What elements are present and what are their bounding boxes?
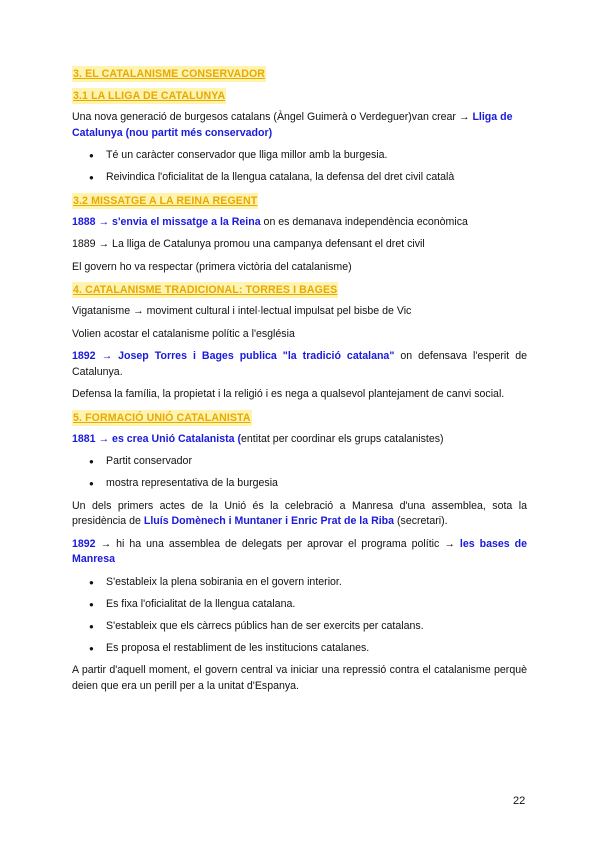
heading-5: 5. FORMACIÓ UNIÓ CATALANISTA [73, 411, 251, 424]
text: entitat per coordinar els grups catalanistes) [241, 432, 444, 445]
list-item: ● S'estableix que els càrrecs públics han de ser exercits per catalans. [72, 619, 527, 635]
page-content [72, 66, 527, 701]
paragraph-lliga [72, 110, 527, 141]
bullet-list-unio [72, 454, 527, 492]
bullet-list-bases [72, 575, 527, 657]
paragraph-vigatanisme: Vigatanisme → moviment cultural i intel·lectual impulsat pel bisbe de Vic [72, 305, 412, 317]
text: on es demanava independència econòmica [260, 215, 468, 228]
paragraph-1889: 1889 → La lliga de Catalunya promou una campanya defensant el dret civil [72, 238, 425, 250]
list-item: ● Partit conservador [72, 454, 527, 470]
list-item: ● Es proposa el restabliment de les institucions catalanes. [72, 641, 527, 657]
list-item: ● S'estableix la plena sobirania en el govern interior. [72, 575, 527, 591]
highlight-text: les bases de Manresa [72, 537, 527, 565]
page-number: 22 [513, 795, 526, 807]
highlight-text: 1888 → s'envia el missatge a la Reina [72, 215, 261, 228]
text: → hi ha una assemblea de delegats per aprovar el programa polític → [95, 537, 460, 550]
paragraph-govern: El govern ho va respectar (primera victòria del catalanisme) [72, 260, 352, 273]
paragraph-esglesia: Volien acostar el catalanisme polític a l'església [72, 327, 295, 340]
heading-3: 3. EL CATALANISME CONSERVADOR [73, 68, 266, 80]
list-item: ● Es fixa l'oficialitat de la llengua catalana. [72, 597, 527, 613]
heading-4: 4. CATALANISME TRADICIONAL: TORRES I BAGES [73, 284, 338, 296]
heading-3-1: 3.1 LA LLIGA DE CATALUNYA [73, 90, 226, 102]
paragraph-1892-bases [72, 537, 527, 568]
text: Una nova generació de burgesos catalans (Àngel Guimerà o Verdeguer)van crear → [72, 111, 473, 123]
highlight-text: 1892 [72, 537, 96, 550]
highlight-text: 1881 → es crea Unió Catalanista ( [72, 432, 241, 445]
list-item: ● Reivindica l'oficialitat de la llengua catalana, la defensa del dret civil català [72, 170, 527, 186]
paragraph-manresa [72, 499, 527, 530]
paragraph-repressio: A partir d'aquell moment, el govern central va iniciar una repressió contra el catalanisme perquè deien que era un perill per a la unitat d'Espanya. [72, 664, 527, 692]
highlight-text: Lliga de Catalunya (nou partit més conservador) [72, 111, 513, 139]
paragraph-1888 [72, 215, 527, 231]
paragraph-1892-torres [72, 349, 527, 380]
bullet-list-lliga [72, 148, 527, 186]
highlight-text: 1892 → Josep Torres i Bages publica "la tradició catalana" [72, 350, 395, 362]
heading-3-2: 3.2 MISSATGE A LA REINA REGENT [73, 194, 258, 207]
highlight-text: Lluís Domènech i Muntaner i Enric Prat de la Riba [143, 515, 395, 527]
text: (secretari). [394, 515, 448, 527]
paragraph-1881 [72, 432, 527, 448]
paragraph-familia: Defensa la família, la propietat i la religió i es nega a qualsevol plantejament de canvi social. [72, 388, 505, 400]
text: Un dels primers actes de la Unió és la celebració a Manresa d'una assemblea, sota la presidència de [72, 499, 527, 527]
list-item: ● Té un caràcter conservador que lliga millor amb la burgesia. [72, 148, 527, 164]
list-item: ● mostra representativa de la burgesia [72, 476, 527, 492]
text: on defensava l'esperit de Catalunya. [72, 350, 527, 378]
